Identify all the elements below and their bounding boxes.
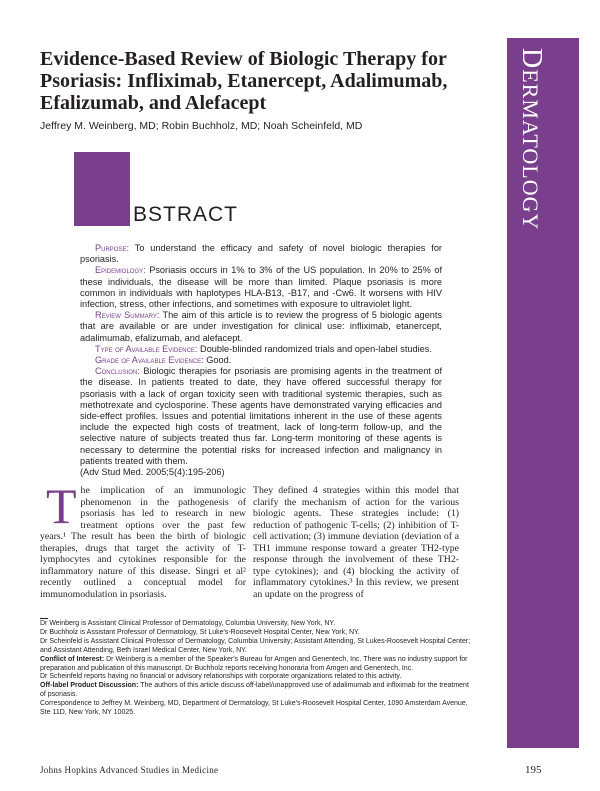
body-text-col1: he implication of an immunologic phenomenon in the pathogenesis of psoriasis has led to research in new treatment options over the past few years.¹ The result has been the birth of biologic therapies, drugs that target the activity of T-lymphocytes and cytokines responsible for the inflammatory nature of this disease. Singri et al² recently outlined a conceptual model for immunomodulation in psoriasis. — [40, 485, 246, 600]
section-label: DERMATOLOGY — [516, 48, 547, 231]
journal-footer: Johns Hopkins Advanced Studies in Medicine — [40, 765, 219, 775]
body-column-2: They defined 4 strategies within this model that clarify the mechanism of action for the various biologic agents. These strategies include: (1) reduction of pathogenic T-cells; (2) inhibition of T-cell activation; (3) immune deviation (deviation of a TH1 immune response toward a greater TH2-type response through the involvement of these TH2-type cytokines); and (4) blocking the activity of inflammatory cytokines.³ In this review, we present an update on the progress of — [253, 485, 459, 600]
abstract-heading: BSTRACT — [133, 203, 239, 226]
abstract-evidence-grade: Grade of Available Evidence: Good. — [95, 355, 232, 366]
abstract-purpose: Purpose: To understand the efficacy and safety of novel biologic therapies for psoriasis. — [80, 243, 442, 265]
abstract-body — [80, 243, 442, 478]
footnote-buchholz: Dr Buchholz is Assistant Professor of Dermatology, St Luke's-Roosevelt Hospital Center, New York, NY. — [40, 628, 360, 636]
abstract-citation: (Adv Stud Med. 2005;5(4):195-206) — [80, 467, 225, 478]
footnotes — [40, 620, 472, 718]
abstract-heading-initial: A — [86, 177, 120, 235]
body-column-1 — [40, 478, 246, 600]
footnote-offlabel: Off-label Product Discussion: The authors of this article discuss off-label/unapproved use of adalimumab and infliximab for the treatment of psoriasis. — [40, 682, 469, 699]
footnote-conflict-of-interest: Conflict of Interest: Dr Weinberg is a member of the Speaker's Bureau for Amgen and Genentech, Inc. There was no industry support for preparation and publication of this manuscript. Dr Buchholz reports receiving honoraria from Amgen and Genentech, Inc. — [40, 655, 468, 672]
footnote-weinberg: Dr Weinberg is Assistant Clinical Professor of Dermatology, Columbia University, New York, NY. — [40, 620, 336, 627]
footnote-correspondence: Correspondence to Jeffrey M. Weinberg, MD, Department of Dermatology, St Luke's-Roosevelt Hospital Center, 1090 Amsterdam Avenue, Ste 11D, New York, NY 10025. — [40, 700, 468, 717]
abstract-epidemiology: Epidemiology: Psoriasis occurs in 1% to 3% of the US population. In 20% to 25% of these individuals, the disease will be more than limited. Plaque psoriasis is more common in individuals with haplotypes HLA-B13, -B17, and -Cw6. It worsens with HIV infection, stress, other infections, and sometimes with exposure to ultraviolet light. — [80, 265, 442, 310]
section-sidebar — [507, 38, 579, 748]
abstract-conclusion: Conclusion: Biologic therapies for psoriasis are promising agents in the treatment of the disease. In patients treated to date, they have offered successful therapy for psoriasis with a lack of organ toxicity seen with traditional systemic therapies, such as methotrexate and cyclosporine. These agents have demonstrated varying efficacies and side-effect profiles. Issues and potential limitations inherent in the use of these agents include the expected high costs of treatment, lack of long-term follow-up, and the selective nature of subjects treated thus far. Long-term monitoring of these agents is necessary to determine the potential risks for increased infection and malignancy in patients treated with them. — [80, 366, 442, 466]
author-line: Jeffrey M. Weinberg, MD; Robin Buchholz, MD; Noah Scheinfeld, MD — [40, 120, 363, 132]
footnote-scheinfeld-disclosure: Dr Scheinfeld reports having no financial or advisory relationships with corporate organizations related to this activity. — [40, 673, 402, 681]
abstract-review-summary: Review Summary: The aim of this article is to review the progress of 5 biologic agents that are available or are under investigation for clinical use: infliximab, etanercept, adalimumab, efalizumab, and alefacept. — [80, 310, 442, 343]
footnote-scheinfeld: Dr Scheinfeld is Assistant Clinical Professor of Dermatology, Columbia University; Assistant Attending, St Lukes-Roosevelt Hospital Center; and Assistant Attending, Beth Israel Medical Center, New York, NY. — [40, 637, 471, 654]
drop-cap: T — [46, 478, 77, 534]
abstract-evidence-type: Type of Available Evidence: Double-blinded randomized trials and open-label studies. — [95, 343, 432, 354]
footnote-rule — [40, 618, 48, 619]
article-title: Evidence-Based Review of Biologic Therapy for Psoriasis: Infliximab, Etanercept, Adalimumab, Efalizumab, and Alefacept — [40, 48, 448, 114]
page-number: 195 — [525, 764, 542, 776]
